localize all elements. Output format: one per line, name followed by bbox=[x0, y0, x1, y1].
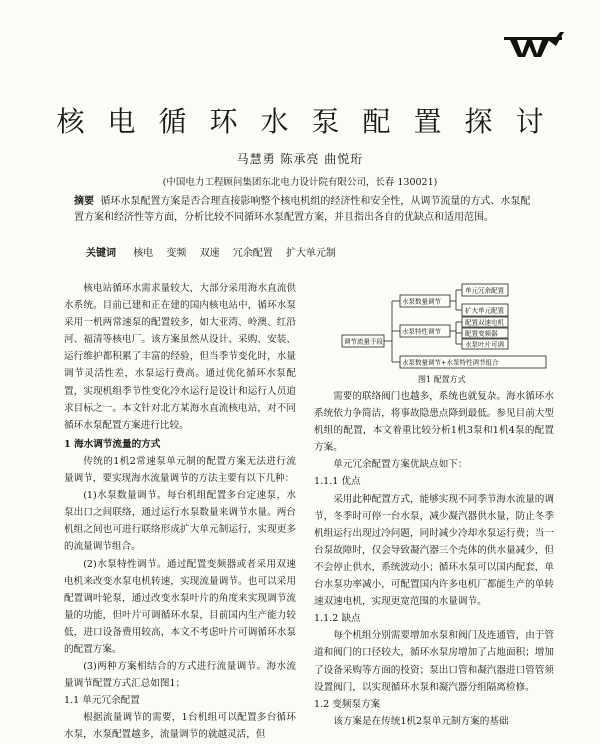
figure-caption: 图1 配置方式 bbox=[418, 375, 466, 384]
paragraph: 该方案是在传统1机2泵单元制方案的基础 bbox=[333, 715, 509, 727]
subsection-heading: 1.2 变频泵方案 bbox=[314, 698, 381, 710]
left-column bbox=[64, 280, 296, 744]
paragraph: 需要的联络阀门也越多，系统也就复杂。海水循环水系统依力争简洁，将事故隐患点降到最低。参见目前大型机组的配置，本文着重比较分析1机3泵和1机4泵的配置方案。 bbox=[314, 391, 554, 454]
paragraph: 采用此种配置方式，能够实现不同季节海水流量的调节，冬季时可停一台水泵，减少凝汽器供水量，防止冬季机组运行出现过冷问题，同时减少冷却水泵运行费；当一台泵故障时，仅会导致凝汽器三个壳体的供水量减少，但不会停止供水，系统波动小；循环水泵可以国内配套，单台水泵功率减小，可配置国内许多电机厂都能生产的单转速双速电机，实现更宽范围的水量调节。 bbox=[314, 493, 554, 608]
subsection-heading: 1.1 单元冗余配置 bbox=[64, 695, 140, 707]
diagram-leaf: 扩大单元配置 bbox=[465, 306, 504, 315]
paragraph: (1)水泵数量调节。每台机组配置多台定速泵，水泵出口之间联络，通过运行水泵数量来调节水量。两台机组之间也可进行联络形成扩大单元制运行，实现更多的流量调节组合。 bbox=[64, 490, 296, 553]
figure-diagram bbox=[330, 280, 556, 384]
diagram-root: 调节流量手段 bbox=[344, 337, 383, 346]
paragraph: 核电站循环水需求量较大，大部分采用海水直流供水系统。目前已建和正在建的国内核电站中，循环水泵采用一机两常速泵的配置较多，如大亚湾、岭澳、红沿河、福清等核电厂。该方案虽然从设计、采购、安装、运行维护都积累了丰富的经验，但当季节变化时，水量调节灵活性差，水泵运行费高。通过优化循环水泵配置，实现机组季节性变化冷水运行是设计和运行人员追求目标之一。本文针对北方某海水直流核电站，对不同循环水泵配置方案进行比较。 bbox=[64, 283, 296, 431]
keyword: 双速 bbox=[199, 248, 220, 259]
abstract-label: 摘要 bbox=[74, 196, 94, 207]
keywords bbox=[86, 244, 346, 259]
keyword: 核电 bbox=[133, 248, 154, 259]
publisher-logo-icon bbox=[504, 28, 566, 58]
keyword: 扩大单元制 bbox=[285, 248, 336, 259]
affiliation: (中国电力工程顾问集团东北电力设计院有限公司，长春 130021) bbox=[162, 177, 438, 188]
paragraph: 单元冗余配置方案优缺点如下： bbox=[333, 459, 468, 471]
paragraph: 传统的1机2常速泵单元制的配置方案无法进行流量调节，要实现海水流量调节的方法主要有以下几种： bbox=[64, 455, 296, 485]
diagram-leaf: 配置变频器 bbox=[465, 329, 498, 338]
keyword: 变频 bbox=[166, 248, 187, 259]
paragraph: 每个机组分别需要增加水泵和阀门及连通管，由于管道和阀门的口径较大，循环水泵房增加了占地面积；增加了设备采购等方面的投资；泵出口管和凝汽器进口管管须设置阀门，以实现循环水泵和凝汽器分组隔离检修。 bbox=[314, 630, 554, 693]
authors: 马慧勇 陈承亮 曲悦珩 bbox=[236, 152, 364, 166]
right-column bbox=[314, 388, 554, 730]
subsection-heading: 1.1.2 缺点 bbox=[314, 613, 361, 625]
diagram-branch: 水泵数量调节+水泵特性调节组合 bbox=[402, 358, 499, 367]
abstract bbox=[74, 194, 536, 226]
diagram-leaf: 水泵叶片可调 bbox=[465, 340, 504, 349]
diagram-leaf: 单元冗余配置 bbox=[465, 286, 504, 295]
diagram-leaf: 配置双速电机 bbox=[465, 318, 504, 327]
keyword: 冗余配置 bbox=[232, 248, 273, 259]
paragraph: 根据流量调节的需要，1台机组可以配置多台循环水泵，水泵配置越多，流量调节的就越灵活，但 bbox=[64, 712, 296, 741]
paragraph: (2)水泵特性调节。通过配置变频器或者采用双速电机来改变水泵电机转速，实现流量调节。也可以采用配置调叶轮泵，通过改变水泵叶片的角度来实现调节流量的功能，但叶片可调循环水泵，目前国内生产能力较低，进口设备费用较高，本文不考虑叶片可调循环水泵的配置方案。 bbox=[64, 558, 296, 655]
paragraph: (3)两种方案相结合的方式进行流量调节。海水流量调节配置方式汇总如图1； bbox=[64, 661, 296, 690]
diagram-branch: 水泵特性调节 bbox=[402, 327, 441, 336]
section-heading: 1 海水调节流量的方式 bbox=[64, 438, 161, 450]
diagram-branch: 水泵数量调节 bbox=[402, 297, 441, 306]
page-title: 核电循环水泵配置探讨 bbox=[56, 105, 567, 138]
keywords-label: 关键词 bbox=[86, 248, 116, 259]
abstract-text: 循环水泵配置方案是否合理直接影响整个核电机组的经济性和安全性，从调节流量的方式、水泵配置方案和经济性等方面，分析比较不同循环水泵配置方案，并且指出各自的优缺点和适用范围。 bbox=[74, 196, 531, 223]
subsection-heading: 1.1.1 优点 bbox=[314, 476, 361, 488]
